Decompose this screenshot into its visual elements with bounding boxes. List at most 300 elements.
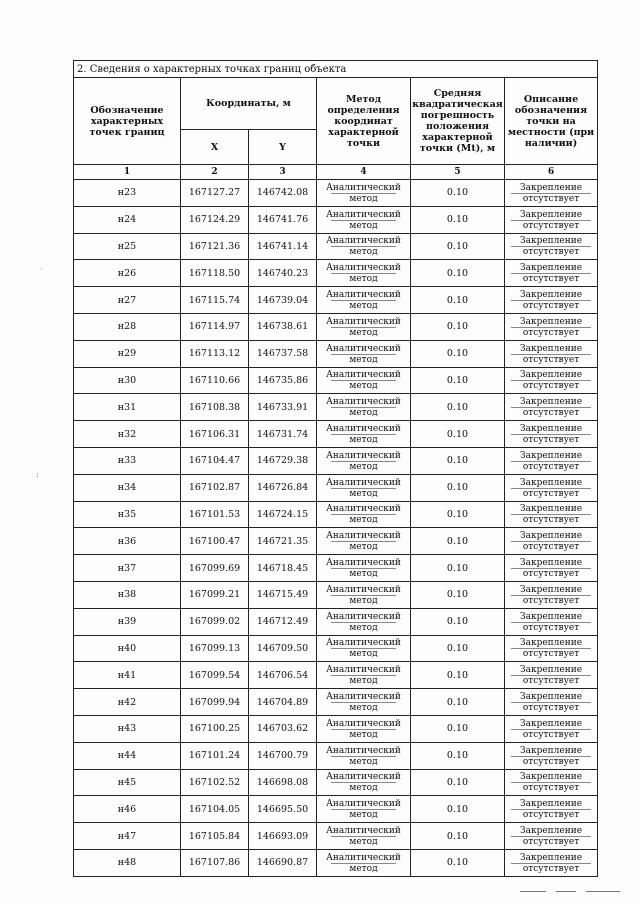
method-line: Аналитический bbox=[326, 477, 401, 488]
coord-y: 146715.49 bbox=[249, 581, 317, 608]
description-line: Закрепление bbox=[519, 745, 583, 756]
method-line: Аналитический bbox=[326, 450, 401, 461]
description-line: отсутствует bbox=[511, 648, 591, 659]
point-id: н37 bbox=[74, 555, 181, 582]
method-line: метод bbox=[331, 461, 396, 472]
coord-y: 146733.91 bbox=[249, 394, 317, 421]
table-row bbox=[74, 233, 598, 260]
method bbox=[317, 501, 411, 528]
error-value: 0.10 bbox=[411, 769, 505, 796]
coord-x: 167118.50 bbox=[181, 260, 249, 287]
method-line: метод bbox=[331, 622, 396, 633]
description bbox=[505, 474, 598, 501]
coord-x: 167102.52 bbox=[181, 769, 249, 796]
footer-line bbox=[556, 891, 576, 892]
margin-mark: · bbox=[40, 265, 43, 274]
footer-line bbox=[520, 891, 546, 892]
table-row bbox=[74, 555, 598, 582]
column-number: 5 bbox=[411, 165, 505, 180]
method-line: метод bbox=[331, 220, 396, 231]
method-line: метод bbox=[331, 756, 396, 767]
method-line: Аналитический bbox=[326, 290, 401, 301]
description-line: отсутствует bbox=[511, 863, 591, 874]
description-line: Закрепление bbox=[519, 531, 583, 542]
coord-y: 146735.86 bbox=[249, 367, 317, 394]
coord-y: 146690.87 bbox=[249, 849, 317, 876]
method-line: Аналитический bbox=[326, 772, 401, 783]
column-number: 3 bbox=[249, 165, 317, 180]
method bbox=[317, 474, 411, 501]
coord-x: 167099.94 bbox=[181, 689, 249, 716]
method-line: Аналитический bbox=[326, 852, 401, 863]
error-value: 0.10 bbox=[411, 689, 505, 716]
method bbox=[317, 287, 411, 314]
coord-y: 146729.38 bbox=[249, 447, 317, 474]
coord-y: 146741.76 bbox=[249, 206, 317, 233]
column-number: 1 bbox=[74, 165, 181, 180]
coord-y: 146704.89 bbox=[249, 689, 317, 716]
method-line: метод bbox=[331, 648, 396, 659]
column-number: 4 bbox=[317, 165, 411, 180]
point-id: н32 bbox=[74, 421, 181, 448]
point-id: н35 bbox=[74, 501, 181, 528]
description-line: отсутствует bbox=[511, 809, 591, 820]
error-value: 0.10 bbox=[411, 662, 505, 689]
header-error: Средняя квадратическая погрешность положения характерной точки (Mt), м bbox=[411, 78, 505, 165]
coord-x: 167104.47 bbox=[181, 447, 249, 474]
error-value: 0.10 bbox=[411, 394, 505, 421]
coord-y: 146738.61 bbox=[249, 313, 317, 340]
method-line: Аналитический bbox=[326, 826, 401, 837]
table-row bbox=[74, 635, 598, 662]
point-id: н43 bbox=[74, 715, 181, 742]
error-value: 0.10 bbox=[411, 421, 505, 448]
method bbox=[317, 340, 411, 367]
method bbox=[317, 233, 411, 260]
table-row bbox=[74, 180, 598, 207]
error-value: 0.10 bbox=[411, 796, 505, 823]
method-line: метод bbox=[331, 273, 396, 284]
description bbox=[505, 367, 598, 394]
method bbox=[317, 447, 411, 474]
method bbox=[317, 394, 411, 421]
table-row bbox=[74, 769, 598, 796]
error-value: 0.10 bbox=[411, 635, 505, 662]
method bbox=[317, 823, 411, 850]
method-line: Аналитический bbox=[326, 638, 401, 649]
error-value: 0.10 bbox=[411, 849, 505, 876]
method-line: Аналитический bbox=[326, 531, 401, 542]
description bbox=[505, 555, 598, 582]
method bbox=[317, 313, 411, 340]
description-line: отсутствует bbox=[511, 514, 591, 525]
method-line: метод bbox=[331, 702, 396, 713]
coord-y: 146703.62 bbox=[249, 715, 317, 742]
method-line: Аналитический bbox=[326, 182, 401, 193]
error-value: 0.10 bbox=[411, 367, 505, 394]
coord-y: 146740.23 bbox=[249, 260, 317, 287]
method bbox=[317, 635, 411, 662]
description-line: отсутствует bbox=[511, 246, 591, 257]
coord-x: 167099.02 bbox=[181, 608, 249, 635]
coord-x: 167107.86 bbox=[181, 849, 249, 876]
method-line: Аналитический bbox=[326, 263, 401, 274]
coord-y: 146700.79 bbox=[249, 742, 317, 769]
method-line: Аналитический bbox=[326, 343, 401, 354]
method-line: Аналитический bbox=[326, 397, 401, 408]
description-line: Закрепление bbox=[519, 182, 583, 193]
method-line: метод bbox=[331, 863, 396, 874]
description bbox=[505, 421, 598, 448]
table-row bbox=[74, 742, 598, 769]
coord-y: 146742.08 bbox=[249, 180, 317, 207]
coord-x: 167100.25 bbox=[181, 715, 249, 742]
description bbox=[505, 823, 598, 850]
point-id: н41 bbox=[74, 662, 181, 689]
method bbox=[317, 528, 411, 555]
coord-x: 167106.31 bbox=[181, 421, 249, 448]
coord-x: 167099.54 bbox=[181, 662, 249, 689]
method-line: Аналитический bbox=[326, 799, 401, 810]
method-line: Аналитический bbox=[326, 665, 401, 676]
method-line: метод bbox=[331, 193, 396, 204]
description bbox=[505, 769, 598, 796]
description-line: Закрепление bbox=[519, 584, 583, 595]
header-designation: Обозначение характерных точек границ bbox=[74, 78, 181, 165]
description-line: Закрепление bbox=[519, 772, 583, 783]
method-line: метод bbox=[331, 595, 396, 606]
coord-x: 167104.05 bbox=[181, 796, 249, 823]
description bbox=[505, 233, 598, 260]
description-line: Закрепление bbox=[519, 450, 583, 461]
table-row bbox=[74, 581, 598, 608]
description-line: Закрепление bbox=[519, 504, 583, 515]
table-row bbox=[74, 715, 598, 742]
description-line: отсутствует bbox=[511, 354, 591, 365]
method-line: метод bbox=[331, 675, 396, 686]
margin-mark: : bbox=[36, 470, 39, 479]
description bbox=[505, 796, 598, 823]
method-line: Аналитический bbox=[326, 316, 401, 327]
error-value: 0.10 bbox=[411, 447, 505, 474]
error-value: 0.10 bbox=[411, 823, 505, 850]
table-row bbox=[74, 501, 598, 528]
coord-y: 146712.49 bbox=[249, 608, 317, 635]
description-line: Закрепление bbox=[519, 799, 583, 810]
point-id: н34 bbox=[74, 474, 181, 501]
point-id: н29 bbox=[74, 340, 181, 367]
method-line: метод bbox=[331, 836, 396, 847]
description-line: Закрепление bbox=[519, 611, 583, 622]
table-body bbox=[74, 180, 598, 877]
method bbox=[317, 180, 411, 207]
table-row bbox=[74, 823, 598, 850]
table-row bbox=[74, 260, 598, 287]
table-row bbox=[74, 394, 598, 421]
coord-y: 146698.08 bbox=[249, 769, 317, 796]
coord-x: 167101.24 bbox=[181, 742, 249, 769]
method-line: метод bbox=[331, 782, 396, 793]
description bbox=[505, 287, 598, 314]
coord-y: 146724.15 bbox=[249, 501, 317, 528]
table-row bbox=[74, 206, 598, 233]
method-line: Аналитический bbox=[326, 504, 401, 515]
table-row bbox=[74, 313, 598, 340]
table-row bbox=[74, 796, 598, 823]
error-value: 0.10 bbox=[411, 206, 505, 233]
coord-y: 146706.54 bbox=[249, 662, 317, 689]
method-line: метод bbox=[331, 380, 396, 391]
method-line: метод bbox=[331, 488, 396, 499]
method bbox=[317, 206, 411, 233]
description-line: отсутствует bbox=[511, 407, 591, 418]
table-row bbox=[74, 849, 598, 876]
description-line: отсутствует bbox=[511, 729, 591, 740]
coord-x: 167101.53 bbox=[181, 501, 249, 528]
method bbox=[317, 689, 411, 716]
table-row bbox=[74, 421, 598, 448]
coord-x: 167124.29 bbox=[181, 206, 249, 233]
point-id: н42 bbox=[74, 689, 181, 716]
method-line: метод bbox=[331, 434, 396, 445]
method-line: метод bbox=[331, 354, 396, 365]
error-value: 0.10 bbox=[411, 313, 505, 340]
coord-x: 167114.97 bbox=[181, 313, 249, 340]
point-id: н26 bbox=[74, 260, 181, 287]
point-id: н33 bbox=[74, 447, 181, 474]
description-line: Закрепление bbox=[519, 477, 583, 488]
description-line: отсутствует bbox=[511, 702, 591, 713]
description-line: Закрепление bbox=[519, 263, 583, 274]
description-line: Закрепление bbox=[519, 370, 583, 381]
point-id: н27 bbox=[74, 287, 181, 314]
point-id: н36 bbox=[74, 528, 181, 555]
error-value: 0.10 bbox=[411, 501, 505, 528]
method-line: Аналитический bbox=[326, 692, 401, 703]
method-line: метод bbox=[331, 541, 396, 552]
method bbox=[317, 421, 411, 448]
method-line: Аналитический bbox=[326, 209, 401, 220]
method bbox=[317, 581, 411, 608]
description-line: отсутствует bbox=[511, 595, 591, 606]
error-value: 0.10 bbox=[411, 528, 505, 555]
description-line: Закрепление bbox=[519, 209, 583, 220]
method-line: Аналитический bbox=[326, 611, 401, 622]
table-row bbox=[74, 474, 598, 501]
description bbox=[505, 581, 598, 608]
coord-x: 167102.87 bbox=[181, 474, 249, 501]
table-row bbox=[74, 447, 598, 474]
method-line: метод bbox=[331, 300, 396, 311]
error-value: 0.10 bbox=[411, 260, 505, 287]
description bbox=[505, 394, 598, 421]
table-row bbox=[74, 340, 598, 367]
description bbox=[505, 447, 598, 474]
description bbox=[505, 742, 598, 769]
method bbox=[317, 849, 411, 876]
column-number-row bbox=[74, 165, 598, 180]
description-line: отсутствует bbox=[511, 488, 591, 499]
coord-x: 167115.74 bbox=[181, 287, 249, 314]
coord-y: 146693.09 bbox=[249, 823, 317, 850]
description-line: Закрепление bbox=[519, 665, 583, 676]
error-value: 0.10 bbox=[411, 608, 505, 635]
description bbox=[505, 635, 598, 662]
point-id: н38 bbox=[74, 581, 181, 608]
coord-y: 146726.84 bbox=[249, 474, 317, 501]
point-id: н39 bbox=[74, 608, 181, 635]
description-line: Закрепление bbox=[519, 424, 583, 435]
method bbox=[317, 662, 411, 689]
description-line: Закрепление bbox=[519, 638, 583, 649]
coord-x: 167127.27 bbox=[181, 180, 249, 207]
header-y: Y bbox=[249, 130, 317, 165]
description bbox=[505, 689, 598, 716]
table-row bbox=[74, 528, 598, 555]
table-row bbox=[74, 689, 598, 716]
description bbox=[505, 662, 598, 689]
description-line: Закрепление bbox=[519, 558, 583, 569]
coord-x: 167099.69 bbox=[181, 555, 249, 582]
method bbox=[317, 715, 411, 742]
coord-y: 146731.74 bbox=[249, 421, 317, 448]
method-line: метод bbox=[331, 407, 396, 418]
coord-x: 167110.66 bbox=[181, 367, 249, 394]
coord-x: 167100.47 bbox=[181, 528, 249, 555]
description-line: Закрепление bbox=[519, 236, 583, 247]
description-line: отсутствует bbox=[511, 327, 591, 338]
header-coordinates: Координаты, м bbox=[181, 78, 317, 130]
header-x: X bbox=[181, 130, 249, 165]
coord-x: 167108.38 bbox=[181, 394, 249, 421]
coord-x: 167105.84 bbox=[181, 823, 249, 850]
method bbox=[317, 555, 411, 582]
description-line: Закрепление bbox=[519, 316, 583, 327]
error-value: 0.10 bbox=[411, 474, 505, 501]
description bbox=[505, 313, 598, 340]
description-line: Закрепление bbox=[519, 692, 583, 703]
point-id: н28 bbox=[74, 313, 181, 340]
description-line: отсутствует bbox=[511, 541, 591, 552]
description-line: Закрепление bbox=[519, 826, 583, 837]
error-value: 0.10 bbox=[411, 581, 505, 608]
method-line: метод bbox=[331, 327, 396, 338]
table-row bbox=[74, 662, 598, 689]
header-method: Метод определения координат характерной точки bbox=[317, 78, 411, 165]
description bbox=[505, 528, 598, 555]
section-title: 2. Сведения о характерных точках границ объекта bbox=[74, 61, 598, 78]
point-id: н40 bbox=[74, 635, 181, 662]
footer-line bbox=[586, 891, 620, 892]
description bbox=[505, 849, 598, 876]
method bbox=[317, 367, 411, 394]
point-id: н44 bbox=[74, 742, 181, 769]
method-line: Аналитический bbox=[326, 558, 401, 569]
coord-y: 146739.04 bbox=[249, 287, 317, 314]
method-line: метод bbox=[331, 809, 396, 820]
point-id: н23 bbox=[74, 180, 181, 207]
method bbox=[317, 769, 411, 796]
description-line: отсутствует bbox=[511, 434, 591, 445]
column-number: 6 bbox=[505, 165, 598, 180]
error-value: 0.10 bbox=[411, 180, 505, 207]
method bbox=[317, 742, 411, 769]
description-line: отсутствует bbox=[511, 380, 591, 391]
point-id: н48 bbox=[74, 849, 181, 876]
error-value: 0.10 bbox=[411, 287, 505, 314]
header-description: Описание обозначения точки на местности (при наличии) bbox=[505, 78, 598, 165]
description bbox=[505, 180, 598, 207]
description-line: отсутствует bbox=[511, 756, 591, 767]
description-line: Закрепление bbox=[519, 718, 583, 729]
point-id: н47 bbox=[74, 823, 181, 850]
description-line: отсутствует bbox=[511, 675, 591, 686]
method bbox=[317, 260, 411, 287]
coord-y: 146709.50 bbox=[249, 635, 317, 662]
coord-y: 146741.14 bbox=[249, 233, 317, 260]
method-line: Аналитический bbox=[326, 236, 401, 247]
method-line: Аналитический bbox=[326, 718, 401, 729]
description-line: отсутствует bbox=[511, 300, 591, 311]
method-line: метод bbox=[331, 246, 396, 257]
description-line: отсутствует bbox=[511, 273, 591, 284]
method-line: Аналитический bbox=[326, 745, 401, 756]
method-line: метод bbox=[331, 729, 396, 740]
coord-x: 167113.12 bbox=[181, 340, 249, 367]
point-id: н45 bbox=[74, 769, 181, 796]
coord-y: 146718.45 bbox=[249, 555, 317, 582]
method-line: Аналитический bbox=[326, 370, 401, 381]
description bbox=[505, 206, 598, 233]
coord-x: 167099.13 bbox=[181, 635, 249, 662]
method-line: Аналитический bbox=[326, 424, 401, 435]
coord-y: 146737.58 bbox=[249, 340, 317, 367]
description-line: Закрепление bbox=[519, 290, 583, 301]
point-id: н25 bbox=[74, 233, 181, 260]
error-value: 0.10 bbox=[411, 555, 505, 582]
table-row bbox=[74, 367, 598, 394]
error-value: 0.10 bbox=[411, 715, 505, 742]
description-line: отсутствует bbox=[511, 193, 591, 204]
method bbox=[317, 796, 411, 823]
error-value: 0.10 bbox=[411, 742, 505, 769]
description bbox=[505, 715, 598, 742]
description bbox=[505, 608, 598, 635]
description-line: отсутствует bbox=[511, 568, 591, 579]
method-line: метод bbox=[331, 514, 396, 525]
table-row bbox=[74, 608, 598, 635]
description-line: отсутствует bbox=[511, 782, 591, 793]
error-value: 0.10 bbox=[411, 340, 505, 367]
boundary-points-table bbox=[73, 60, 598, 877]
description bbox=[505, 260, 598, 287]
coord-y: 146721.35 bbox=[249, 528, 317, 555]
point-id: н24 bbox=[74, 206, 181, 233]
method bbox=[317, 608, 411, 635]
description-line: отсутствует bbox=[511, 220, 591, 231]
error-value: 0.10 bbox=[411, 233, 505, 260]
description-line: Закрепление bbox=[519, 852, 583, 863]
coord-x: 167121.36 bbox=[181, 233, 249, 260]
description-line: Закрепление bbox=[519, 397, 583, 408]
description-line: отсутствует bbox=[511, 836, 591, 847]
point-id: н31 bbox=[74, 394, 181, 421]
method-line: метод bbox=[331, 568, 396, 579]
description-line: Закрепление bbox=[519, 343, 583, 354]
point-id: н46 bbox=[74, 796, 181, 823]
column-number: 2 bbox=[181, 165, 249, 180]
coord-x: 167099.21 bbox=[181, 581, 249, 608]
